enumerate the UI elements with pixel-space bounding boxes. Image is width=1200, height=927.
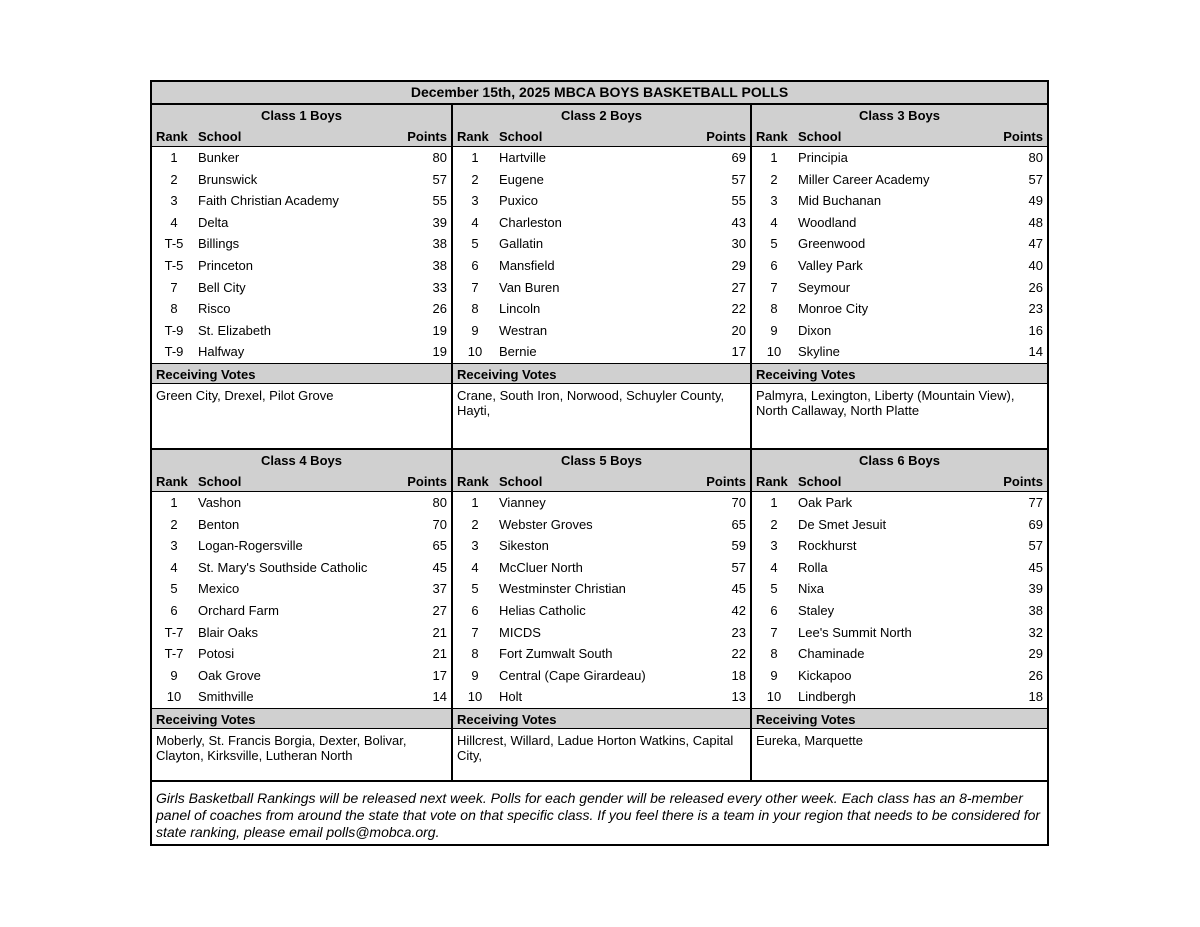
school-cell: Seymour — [798, 279, 851, 295]
school-cell: MICDS — [499, 624, 541, 640]
points-cell: 59 — [731, 538, 746, 554]
table-row — [453, 212, 750, 234]
school-cell: Sikeston — [499, 538, 549, 554]
table-row — [752, 643, 1047, 665]
points-cell: 29 — [1028, 646, 1043, 662]
rank-cell: 10 — [467, 689, 483, 705]
poll-section-top — [152, 105, 1047, 450]
rank-cell: 5 — [471, 236, 479, 252]
points-cell: 32 — [1028, 624, 1043, 640]
points-cell: 65 — [432, 538, 447, 554]
school-cell: Holt — [499, 689, 523, 705]
receiving-votes-list: Eureka, Marquette — [756, 732, 863, 748]
points-cell: 57 — [1028, 171, 1043, 187]
rank-cell: T-7 — [164, 646, 184, 662]
points-header: Points — [407, 474, 447, 489]
rank-cell: 7 — [770, 279, 778, 295]
poll-section-bottom — [152, 450, 1047, 782]
points-cell: 57 — [432, 171, 447, 187]
points-cell: 43 — [731, 214, 746, 230]
points-cell: 69 — [731, 150, 746, 165]
points-cell: 14 — [1028, 344, 1043, 360]
rank-cell: 7 — [770, 624, 778, 640]
school-cell: Oak Grove — [198, 667, 261, 683]
points-cell: 20 — [731, 322, 746, 338]
points-cell: 21 — [432, 646, 447, 662]
points-cell: 77 — [1028, 495, 1043, 510]
points-cell: 80 — [432, 495, 447, 510]
points-cell: 70 — [731, 495, 746, 510]
table-row — [752, 600, 1047, 622]
table-row — [152, 341, 451, 363]
points-cell: 57 — [1028, 538, 1043, 554]
table-row — [453, 277, 750, 299]
column-headers — [152, 127, 451, 147]
rank-header: Rank — [756, 129, 788, 144]
rank-cell: 4 — [471, 214, 479, 230]
receiving-votes-heading: Receiving Votes — [752, 363, 1047, 384]
table-row — [752, 190, 1047, 212]
table-row — [152, 665, 451, 687]
table-row — [152, 600, 451, 622]
school-cell: Nixa — [798, 581, 825, 597]
table-row — [752, 557, 1047, 579]
rank-cell: 5 — [170, 581, 178, 597]
school-cell: Puxico — [499, 193, 539, 209]
rank-cell: 1 — [170, 150, 178, 165]
rank-cell: 6 — [471, 257, 479, 273]
school-cell: Halfway — [198, 344, 245, 360]
points-cell: 80 — [1028, 150, 1043, 165]
points-cell: 37 — [432, 581, 447, 597]
rank-cell: 4 — [770, 559, 778, 575]
points-cell: 33 — [432, 279, 447, 295]
points-header: Points — [1003, 129, 1043, 144]
rank-cell: 9 — [471, 322, 479, 338]
receiving-votes-list: Moberly, St. Francis Borgia, Dexter, Bolivar, Clayton, Kirksville, Lutheran North — [156, 732, 407, 764]
table-row — [752, 169, 1047, 191]
school-header: School — [499, 129, 543, 144]
class-heading: Class 1 Boys — [152, 105, 451, 127]
school-cell: Woodland — [798, 214, 857, 230]
school-cell: Van Buren — [499, 279, 560, 295]
school-cell: Chaminade — [798, 646, 865, 662]
table-row — [453, 169, 750, 191]
school-cell: Bell City — [198, 279, 246, 295]
school-header: School — [798, 474, 842, 489]
class-heading: Class 5 Boys — [453, 450, 750, 472]
points-cell: 47 — [1028, 236, 1043, 252]
points-cell: 45 — [1028, 559, 1043, 575]
points-cell: 65 — [731, 516, 746, 532]
rank-header: Rank — [457, 474, 489, 489]
points-header: Points — [1003, 474, 1043, 489]
school-cell: Vianney — [499, 495, 546, 510]
class-column — [750, 450, 1047, 780]
rank-cell: 4 — [471, 559, 479, 575]
rank-cell: 3 — [170, 538, 178, 554]
table-row — [453, 535, 750, 557]
rank-cell: 7 — [471, 624, 479, 640]
rank-cell: 2 — [170, 171, 178, 187]
points-cell: 17 — [731, 344, 746, 360]
school-cell: Gallatin — [499, 236, 544, 252]
class-heading: Class 2 Boys — [453, 105, 750, 127]
rank-cell: 9 — [471, 667, 479, 683]
table-row — [752, 578, 1047, 600]
school-cell: Westran — [499, 322, 548, 338]
receiving-votes-list: Hillcrest, Willard, Ladue Horton Watkins, Capital City, — [457, 732, 734, 764]
class-column — [451, 450, 750, 780]
school-header: School — [798, 129, 842, 144]
points-header: Points — [407, 129, 447, 144]
table-row — [453, 686, 750, 708]
table-row — [453, 320, 750, 342]
school-cell: Oak Park — [798, 495, 853, 510]
rank-cell: 9 — [170, 667, 178, 683]
points-cell: 69 — [1028, 516, 1043, 532]
school-cell: Helias Catholic — [499, 602, 586, 618]
rank-cell: 5 — [770, 581, 778, 597]
points-cell: 23 — [1028, 301, 1043, 317]
school-cell: Staley — [798, 602, 835, 618]
points-cell: 42 — [731, 602, 746, 618]
points-cell: 22 — [731, 646, 746, 662]
school-cell: Billings — [198, 236, 240, 252]
rank-cell: 8 — [170, 301, 178, 317]
class-column — [451, 105, 750, 448]
table-row — [453, 600, 750, 622]
rank-cell: 1 — [770, 150, 778, 165]
school-header: School — [198, 129, 242, 144]
table-row — [453, 514, 750, 536]
table-row — [453, 233, 750, 255]
school-cell: Princeton — [198, 257, 253, 273]
school-cell: Eugene — [499, 171, 544, 187]
rank-cell: 8 — [471, 646, 479, 662]
table-row — [752, 255, 1047, 277]
rank-cell: 6 — [170, 602, 178, 618]
table-row — [152, 298, 451, 320]
table-row — [152, 255, 451, 277]
points-cell: 38 — [1028, 602, 1043, 618]
rank-cell: 8 — [770, 646, 778, 662]
points-cell: 18 — [1028, 689, 1043, 705]
rank-cell: 2 — [170, 516, 178, 532]
receiving-votes-heading: Receiving Votes — [453, 363, 750, 384]
points-cell: 39 — [432, 214, 447, 230]
column-headers — [752, 127, 1047, 147]
receiving-votes-list: Crane, South Iron, Norwood, Schuyler County, Hayti, — [457, 387, 725, 419]
points-cell: 55 — [731, 193, 746, 209]
school-cell: Monroe City — [798, 301, 869, 317]
poll-document — [150, 80, 1049, 846]
points-cell: 55 — [432, 193, 447, 209]
school-cell: Blair Oaks — [198, 624, 258, 640]
table-row — [152, 320, 451, 342]
rank-cell: 3 — [170, 193, 178, 209]
school-cell: Vashon — [198, 495, 242, 510]
column-headers — [752, 472, 1047, 492]
points-cell: 27 — [432, 602, 447, 618]
receiving-votes-list: Palmyra, Lexington, Liberty (Mountain View), North Callaway, North Platte — [756, 387, 1015, 419]
points-cell: 22 — [731, 301, 746, 317]
points-cell: 49 — [1028, 193, 1043, 209]
school-cell: Kickapoo — [798, 667, 852, 683]
points-cell: 14 — [432, 689, 447, 705]
points-header: Points — [706, 474, 746, 489]
table-row — [752, 277, 1047, 299]
table-row — [752, 298, 1047, 320]
table-row — [152, 233, 451, 255]
school-cell: Benton — [198, 516, 240, 532]
table-row — [152, 514, 451, 536]
rank-header: Rank — [756, 474, 788, 489]
rank-header: Rank — [156, 474, 188, 489]
school-cell: Hartville — [499, 150, 546, 165]
school-cell: Skyline — [798, 344, 840, 360]
table-row — [752, 492, 1047, 514]
release-note: Girls Basketball Rankings will be released next week. Polls for each gender will be released every other week. Each class has an 8-member panel of coaches from around the state that vote on that specific class. If you feel there is a team in your region that needs to be considered for state ranking, please email polls@mobca.org. — [156, 790, 1041, 840]
rank-cell: 7 — [471, 279, 479, 295]
points-cell: 19 — [432, 322, 447, 338]
rank-cell: 9 — [770, 322, 778, 338]
table-row — [453, 147, 750, 169]
receiving-votes-heading: Receiving Votes — [752, 708, 1047, 729]
receiving-votes-heading: Receiving Votes — [453, 708, 750, 729]
table-row — [752, 341, 1047, 363]
points-cell: 26 — [432, 301, 447, 317]
rank-cell: 1 — [770, 495, 778, 510]
points-cell: 57 — [731, 171, 746, 187]
table-row — [152, 643, 451, 665]
table-row — [453, 190, 750, 212]
points-cell: 70 — [432, 516, 447, 532]
table-row — [152, 557, 451, 579]
table-row — [152, 535, 451, 557]
school-cell: Fort Zumwalt South — [499, 646, 613, 662]
table-row — [453, 557, 750, 579]
school-cell: De Smet Jesuit — [798, 516, 887, 532]
school-cell: Bunker — [198, 150, 240, 165]
school-cell: Principia — [798, 150, 848, 165]
school-cell: Dixon — [798, 322, 832, 338]
school-cell: McCluer North — [499, 559, 583, 575]
school-cell: Potosi — [198, 646, 235, 662]
rank-header: Rank — [156, 129, 188, 144]
table-row — [752, 514, 1047, 536]
rank-cell: 4 — [770, 214, 778, 230]
points-cell: 13 — [731, 689, 746, 705]
table-row — [752, 686, 1047, 708]
school-header: School — [198, 474, 242, 489]
receiving-votes-heading: Receiving Votes — [152, 363, 451, 384]
table-row — [453, 665, 750, 687]
rank-cell: 2 — [770, 171, 778, 187]
points-cell: 40 — [1028, 257, 1043, 273]
table-row — [152, 492, 451, 514]
rank-cell: 2 — [471, 516, 479, 532]
school-cell: Westminster Christian — [499, 581, 626, 597]
table-row — [752, 233, 1047, 255]
school-header: School — [499, 474, 543, 489]
table-row — [453, 622, 750, 644]
column-headers — [453, 127, 750, 147]
table-row — [152, 190, 451, 212]
rank-cell: 8 — [471, 301, 479, 317]
school-cell: Faith Christian Academy — [198, 193, 339, 209]
table-row — [752, 320, 1047, 342]
school-cell: Valley Park — [798, 257, 863, 273]
school-cell: St. Elizabeth — [198, 322, 271, 338]
table-row — [152, 169, 451, 191]
school-cell: Risco — [198, 301, 231, 317]
points-cell: 80 — [432, 150, 447, 165]
rank-cell: 2 — [770, 516, 778, 532]
rank-cell: 7 — [170, 279, 178, 295]
class-column — [750, 105, 1047, 448]
receiving-votes-list: Green City, Drexel, Pilot Grove — [156, 387, 334, 403]
class-column — [152, 450, 451, 780]
table-row — [453, 341, 750, 363]
rank-cell: 6 — [770, 602, 778, 618]
points-cell: 38 — [432, 257, 447, 273]
school-cell: Delta — [198, 214, 229, 230]
rank-cell: T-5 — [164, 257, 184, 273]
school-cell: Brunswick — [198, 171, 258, 187]
rank-cell: 1 — [170, 495, 178, 510]
rank-cell: 6 — [770, 257, 778, 273]
table-row — [152, 622, 451, 644]
rank-cell: 6 — [471, 602, 479, 618]
poll-title: December 15th, 2025 MBCA BOYS BASKETBALL POLLS — [152, 82, 1047, 105]
points-cell: 17 — [432, 667, 447, 683]
school-cell: Greenwood — [798, 236, 866, 252]
points-cell: 45 — [432, 559, 447, 575]
rank-cell: 4 — [170, 559, 178, 575]
rank-cell: 5 — [471, 581, 479, 597]
school-cell: Miller Career Academy — [798, 171, 930, 187]
school-cell: Rockhurst — [798, 538, 857, 554]
table-row — [752, 535, 1047, 557]
school-cell: Lincoln — [499, 301, 541, 317]
rank-cell: 2 — [471, 171, 479, 187]
table-row — [453, 298, 750, 320]
school-cell: Lee's Summit North — [798, 624, 912, 640]
table-row — [453, 492, 750, 514]
class-heading: Class 6 Boys — [752, 450, 1047, 472]
school-cell: Lindbergh — [798, 689, 856, 705]
column-headers — [453, 472, 750, 492]
school-cell: Mansfield — [499, 257, 555, 273]
rank-cell: 1 — [471, 150, 479, 165]
school-cell: Smithville — [198, 689, 254, 705]
points-cell: 26 — [1028, 279, 1043, 295]
points-cell: 38 — [432, 236, 447, 252]
table-row — [152, 147, 451, 169]
school-cell: Charleston — [499, 214, 562, 230]
table-row — [752, 147, 1047, 169]
points-cell: 23 — [731, 624, 746, 640]
rank-cell: 10 — [766, 344, 782, 360]
rank-cell: 1 — [471, 495, 479, 510]
rank-cell: T-7 — [164, 624, 184, 640]
school-cell: Webster Groves — [499, 516, 593, 532]
points-cell: 27 — [731, 279, 746, 295]
points-cell: 45 — [731, 581, 746, 597]
points-cell: 57 — [731, 559, 746, 575]
points-cell: 18 — [731, 667, 746, 683]
points-cell: 26 — [1028, 667, 1043, 683]
rank-cell: 10 — [467, 344, 483, 360]
table-row — [752, 622, 1047, 644]
rank-cell: 3 — [770, 538, 778, 554]
school-cell: Orchard Farm — [198, 602, 279, 618]
rank-cell: 5 — [770, 236, 778, 252]
class-column — [152, 105, 451, 448]
table-row — [152, 578, 451, 600]
table-row — [453, 578, 750, 600]
points-cell: 30 — [731, 236, 746, 252]
class-heading: Class 3 Boys — [752, 105, 1047, 127]
points-cell: 19 — [432, 344, 447, 360]
rank-cell: 4 — [170, 214, 178, 230]
rank-cell: 3 — [471, 538, 479, 554]
points-cell: 16 — [1028, 322, 1043, 338]
rank-cell: T-9 — [164, 322, 184, 338]
rank-header: Rank — [457, 129, 489, 144]
rank-cell: 10 — [766, 689, 782, 705]
school-cell: Central (Cape Girardeau) — [499, 667, 646, 683]
rank-cell: T-9 — [164, 344, 184, 360]
receiving-votes-heading: Receiving Votes — [152, 708, 451, 729]
school-cell: Mexico — [198, 581, 240, 597]
school-cell: Bernie — [499, 344, 537, 360]
table-row — [453, 643, 750, 665]
school-cell: Rolla — [798, 559, 828, 575]
school-cell: Logan-Rogersville — [198, 538, 303, 554]
rank-cell: 8 — [770, 301, 778, 317]
table-row — [453, 255, 750, 277]
points-cell: 39 — [1028, 581, 1043, 597]
rank-cell: 3 — [471, 193, 479, 209]
table-row — [752, 665, 1047, 687]
table-row — [152, 212, 451, 234]
points-cell: 21 — [432, 624, 447, 640]
rank-cell: 3 — [770, 193, 778, 209]
table-row — [152, 686, 451, 708]
school-cell: Mid Buchanan — [798, 193, 882, 209]
column-headers — [152, 472, 451, 492]
table-row — [152, 277, 451, 299]
rank-cell: 10 — [166, 689, 182, 705]
table-row — [752, 212, 1047, 234]
school-cell: St. Mary's Southside Catholic — [198, 559, 368, 575]
class-heading: Class 4 Boys — [152, 450, 451, 472]
points-header: Points — [706, 129, 746, 144]
points-cell: 29 — [731, 257, 746, 273]
rank-cell: 9 — [770, 667, 778, 683]
points-cell: 48 — [1028, 214, 1043, 230]
rank-cell: T-5 — [164, 236, 184, 252]
